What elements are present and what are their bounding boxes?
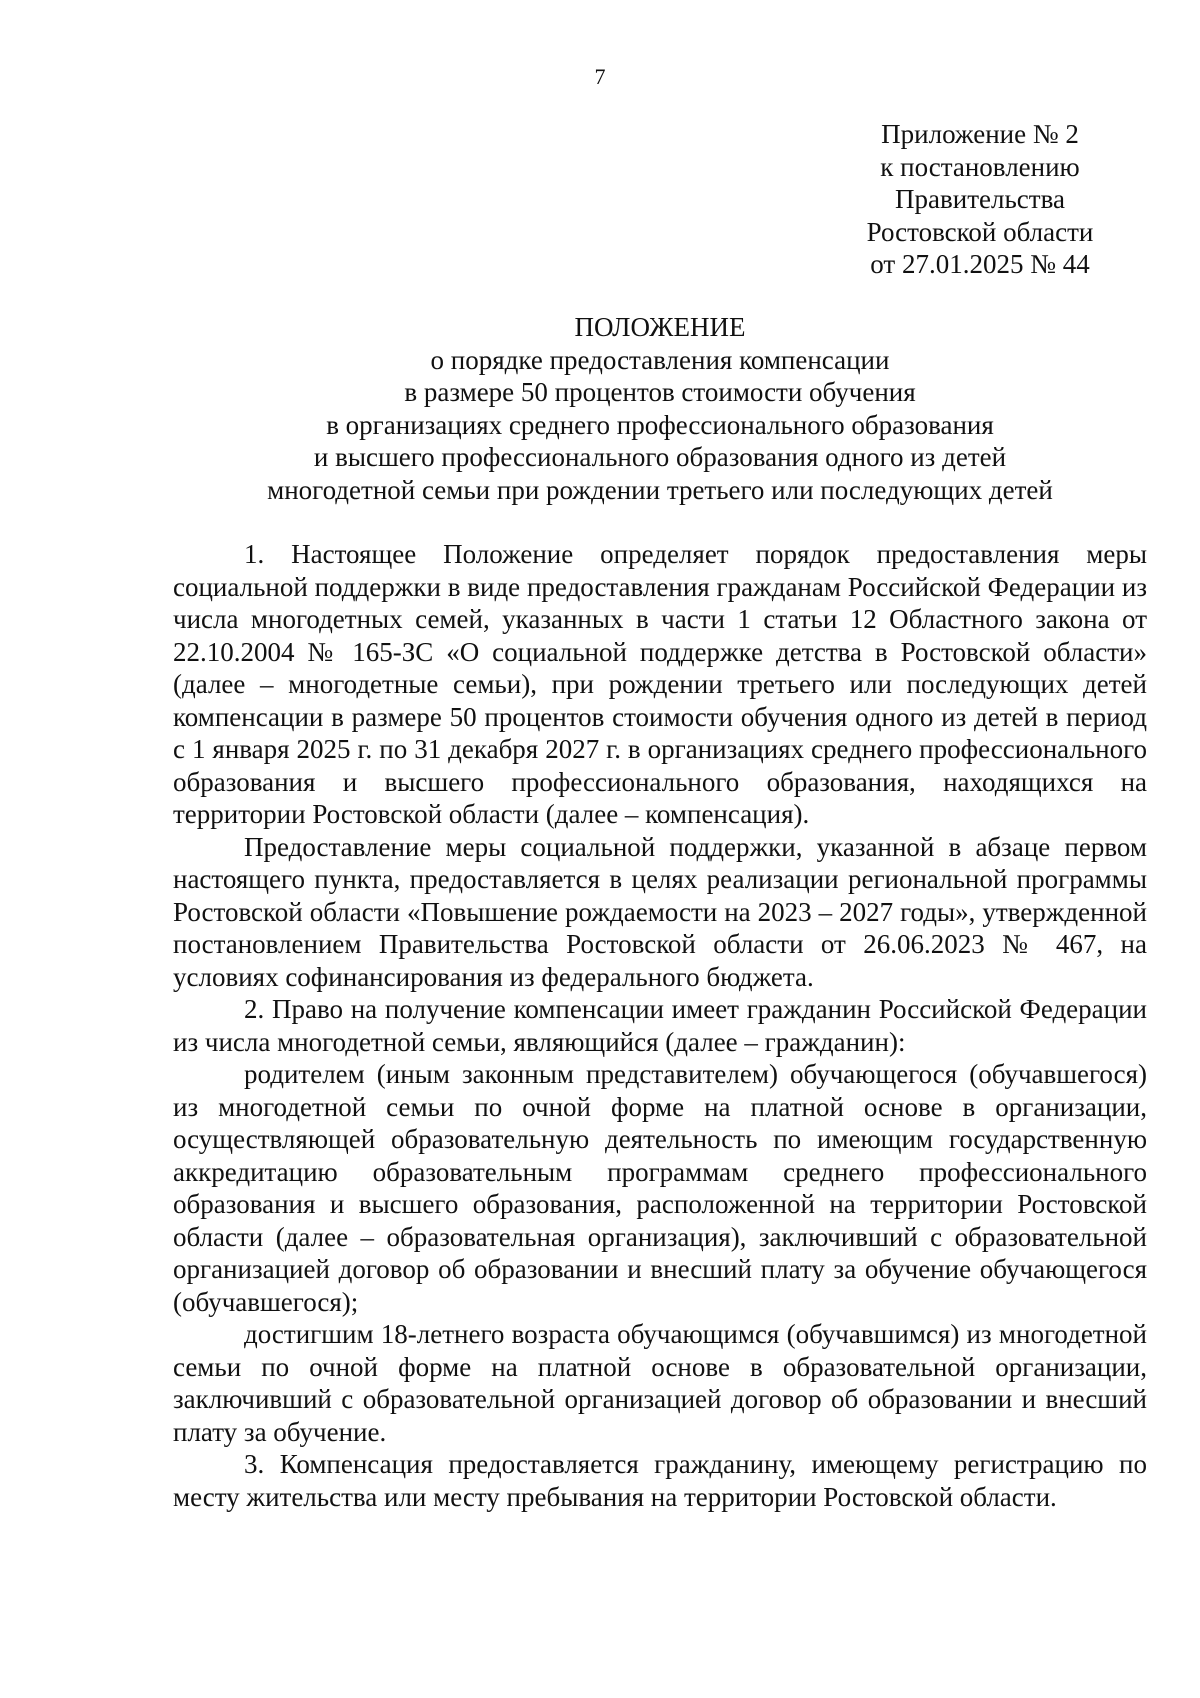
title-heading: ПОЛОЖЕНИЕ xyxy=(574,312,746,342)
paragraph-2: 2. Право на получение компенсации имеет гражданин Российской Федерации из числа многодетной семьи, являющийся (далее – гражданин): xyxy=(173,994,1147,1057)
title-subtitle-line: и высшего профессионального образования одного из детей xyxy=(313,442,1007,472)
page-number: 7 xyxy=(594,64,606,89)
paragraph-2-item-parent: родителем (иным законным представителем) обучающегося (обучавшегося) из многодетной семьи по очной форме на платной основе в организации, осуществляющей образовательную деятельность по имеющим государственную аккредитацию образовательным программам среднего профессионального образования и высшего образования, расположенной на территории Ростовской области (далее – образовательная организация), заключивший с образовательной организацией договор об образовании и внесший плату за обучение обучающегося (обучавшегося); xyxy=(173,1059,1147,1317)
title-subtitle-line: в организациях среднего профессионального образования xyxy=(326,409,994,440)
appendix-line: от 27.01.2025 № 44 xyxy=(870,249,1090,279)
paragraph-3: 3. Компенсация предоставляется гражданину, имеющему регистрацию по месту жительства или месту пребывания на территории Ростовской области. xyxy=(173,1449,1147,1512)
appendix-line: Ростовской области xyxy=(866,216,1094,247)
appendix-line: Правительства xyxy=(895,184,1065,214)
paragraph-1: 1. Настоящее Положение определяет порядок предоставления меры социальной поддержки в виде предоставления гражданам Российской Федерации из числа многодетных семей, указанных в части 1 статьи 12 Областного закона от 22.10.2004 № 165-ЗС «О социальной поддержке детства в Ростовской области» (далее – многодетные семьи), при рождении третьего или последующих детей компенсации в размере 50 процентов стоимости обучения одного из детей в период с 1 января 2025 г. по 31 декабря 2027 г. в организациях среднего профессионального образования и высшего профессионального образования, находящихся на территории Ростовской области (далее – компенсация). xyxy=(173,539,1147,829)
document-title xyxy=(160,311,1160,506)
title-subtitle-line: о порядке предоставления компенсации xyxy=(430,344,890,375)
paragraph-1-second: Предоставление меры социальной поддержки, указанной в абзаце первом настоящего пункта, предоставляется в целях реализации региональной программы Ростовской области «Повышение рождаемости на 2023 – 2027 годы», утвержденной постановлением Правительства Ростовской области от 26.06.2023 № 467, на условиях софинансирования из федерального бюджета. xyxy=(173,831,1147,992)
paragraph-2-item-student: достигшим 18-летнего возраста обучающимся (обучавшимся) из многодетной семьи по очной форме на платной основе в образовательной организации, заключивший с образовательной организацией договор об образовании и внесший плату за обучение. xyxy=(173,1319,1147,1447)
title-subtitle-line: многодетной семьи при рождении третьего или последующих детей xyxy=(267,474,1053,505)
title-subtitle-line: в размере 50 процентов стоимости обучения xyxy=(404,377,916,407)
appendix-line: к постановлению xyxy=(880,151,1080,182)
document-body xyxy=(173,538,1147,1513)
appendix-line: Приложение № 2 xyxy=(881,119,1079,149)
appendix-reference xyxy=(840,118,1120,281)
